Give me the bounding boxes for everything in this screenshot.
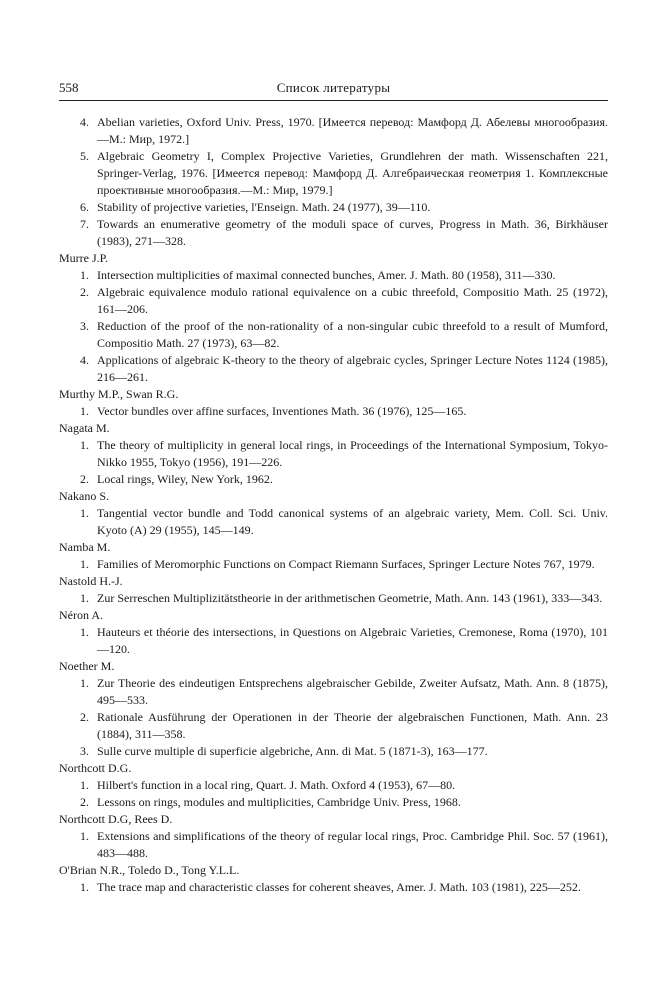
entry-text: Local rings, Wiley, New York, 1962. [97,472,273,486]
entry-text: The theory of multiplicity in general local rings, in Proceedings of the International Symposium, Tokyo-Nikko 1955, Tokyo (1956), 191—226. [97,438,608,469]
author-name: Noether M. [59,659,115,673]
entry-text: Extensions and simplifications of the theory of regular local rings, Proc. Cambridge Phil. Soc. 57 (1961), 483—488. [97,829,608,860]
entry-number: 6. [80,200,89,214]
entry-number: 2. [80,710,89,724]
reference-entry [59,267,608,284]
page-header [59,80,608,100]
author-name: Nastold H.-J. [59,574,123,588]
reference-entry [59,879,608,896]
reference-entry [59,114,608,148]
reference-entry [59,352,608,386]
entry-number: 2. [80,285,89,299]
entry-text: Algebraic Geometry I, Complex Projective Varieties, Grundlehren der math. Wissenschaften 221, Springer-Verlag, 1976. [Имеется перевод: Мамфорд Д. Алгебраическая геометрия 1. Комплексные проективные многообразия.—М.: Мир, 1979.] [97,149,608,197]
author-group [59,386,608,420]
entry-text: Applications of algebraic K-theory to the theory of algebraic cycles, Springer Lecture Notes 1124 (1985), 216—261. [97,353,608,384]
reference-entry [59,675,608,709]
entry-text: Algebraic equivalence modulo rational equivalence on a cubic threefold, Compositio Math. 25 (1972), 161—206. [97,285,608,316]
entry-number: 5. [80,149,89,163]
author-group [59,607,608,658]
entry-number: 2. [80,795,89,809]
entry-list [59,267,608,386]
entry-text: Sulle curve multiple di superficie algebriche, Ann. di Mat. 5 (1871-3), 163—177. [97,744,488,758]
reference-entry [59,590,608,607]
entry-text: Tangential vector bundle and Todd canonical systems of an algebraic variety, Mem. Coll. Sci. Univ. Kyoto (A) 29 (1955), 145—149. [97,506,608,537]
page-number: 558 [59,80,79,95]
author-group [59,420,608,488]
entry-text: Lessons on rings, modules and multiplicities, Cambridge Univ. Press, 1968. [97,795,461,809]
entry-number: 1. [80,829,89,843]
entry-list [59,828,608,862]
author-group [59,862,608,896]
entry-text: Rationale Ausführung der Operationen in der Theorie der algebraischen Functionen, Math. Ann. 23 (1884), 311—358. [97,710,608,741]
author-name: O'Brian N.R., Toledo D., Tong Y.L.L. [59,863,240,877]
entry-text: Zur Serreschen Multiplizitätstheorie in der arithmetischen Geometrie, Math. Ann. 143 (1961), 333—343. [97,591,603,605]
entry-list [59,437,608,488]
entry-number: 1. [80,591,89,605]
entry-number: 4. [80,115,89,129]
author-name: Northcott D.G. [59,761,132,775]
entry-list [59,879,608,896]
author-name: Néron A. [59,608,103,622]
bibliography-list [59,114,608,896]
entry-text: Abelian varieties, Oxford Univ. Press, 1970. [Имеется перевод: Мамфорд Д. Абелевы многообразия.—М.: Мир, 1972.] [97,115,608,146]
entry-number: 1. [80,625,89,639]
reference-entry [59,794,608,811]
entry-text: Hilbert's function in a local ring, Quart. J. Math. Oxford 4 (1953), 67—80. [97,778,456,792]
entry-number: 1. [80,557,89,571]
entry-text: Families of Meromorphic Functions on Compact Riemann Surfaces, Springer Lecture Notes 767, 1979. [97,557,595,571]
author-name: Nagata M. [59,421,110,435]
entry-text: Vector bundles over affine surfaces, Inventiones Math. 36 (1976), 125—165. [97,404,467,418]
author-group [59,573,608,607]
entry-text: Zur Theorie des eindeutigen Entsprechens algebraischer Gebilde, Zweiter Aufsatz, Math. Ann. 8 (1875), 495—533. [97,676,608,707]
reference-entry [59,148,608,199]
entry-text: Stability of projective varieties, l'Enseign. Math. 24 (1977), 39—110. [97,200,431,214]
entry-text: Hauteurs et théorie des intersections, in Questions on Algebraic Varieties, Cremonese, Roma (1970), 101—120. [97,625,608,656]
reference-entry [59,471,608,488]
reference-entry [59,505,608,539]
reference-entry [59,777,608,794]
author-name: Nakano S. [59,489,109,503]
entry-list [59,556,608,573]
reference-entry [59,284,608,318]
entry-number: 1. [80,506,89,520]
author-name: Northcott D.G, Rees D. [59,812,173,826]
entry-number: 7. [80,217,89,231]
entry-number: 3. [80,319,89,333]
running-title: Список литературы [276,80,391,95]
reference-entry [59,709,608,743]
entry-list [59,114,608,250]
reference-entry [59,216,608,250]
entry-list [59,675,608,760]
entry-number: 1. [80,404,89,418]
entry-number: 1. [80,268,89,282]
reference-entry [59,624,608,658]
entry-list [59,505,608,539]
reference-entry [59,318,608,352]
entry-number: 2. [80,472,89,486]
reference-entry [59,556,608,573]
entry-list [59,403,608,420]
entry-number: 4. [80,353,89,367]
author-name: Murre J.P. [59,251,109,265]
entry-list [59,777,608,811]
entry-text: Towards an enumerative geometry of the moduli space of curves, Progress in Math. 36, Birkhäuser (1983), 271—328. [97,217,608,248]
entry-text: Reduction of the proof of the non-rationality of a non-singular cubic threefold to a result of Mumford, Compositio Math. 27 (1973), 63—82. [97,319,608,350]
entry-list [59,590,608,607]
author-group [59,539,608,573]
entry-number: 1. [80,438,89,452]
reference-entry [59,437,608,471]
author-group [59,488,608,539]
reference-entry [59,743,608,760]
entry-number: 3. [80,744,89,758]
author-group [59,811,608,862]
header-rule [59,100,608,101]
author-name: Namba M. [59,540,111,554]
reference-entry [59,403,608,420]
reference-entry [59,199,608,216]
entry-list [59,624,608,658]
author-group [59,760,608,811]
entry-text: The trace map and characteristic classes for coherent sheaves, Amer. J. Math. 103 (1981), 225—252. [97,880,581,894]
reference-entry [59,828,608,862]
author-group [59,250,608,386]
entry-text: Intersection multiplicities of maximal connected bunches, Amer. J. Math. 80 (1958), 311—330. [97,268,556,282]
entry-number: 1. [80,676,89,690]
author-group [59,658,608,760]
entry-number: 1. [80,880,89,894]
author-name: Murthy M.P., Swan R.G. [59,387,179,401]
entry-number: 1. [80,778,89,792]
author-group [59,114,608,250]
